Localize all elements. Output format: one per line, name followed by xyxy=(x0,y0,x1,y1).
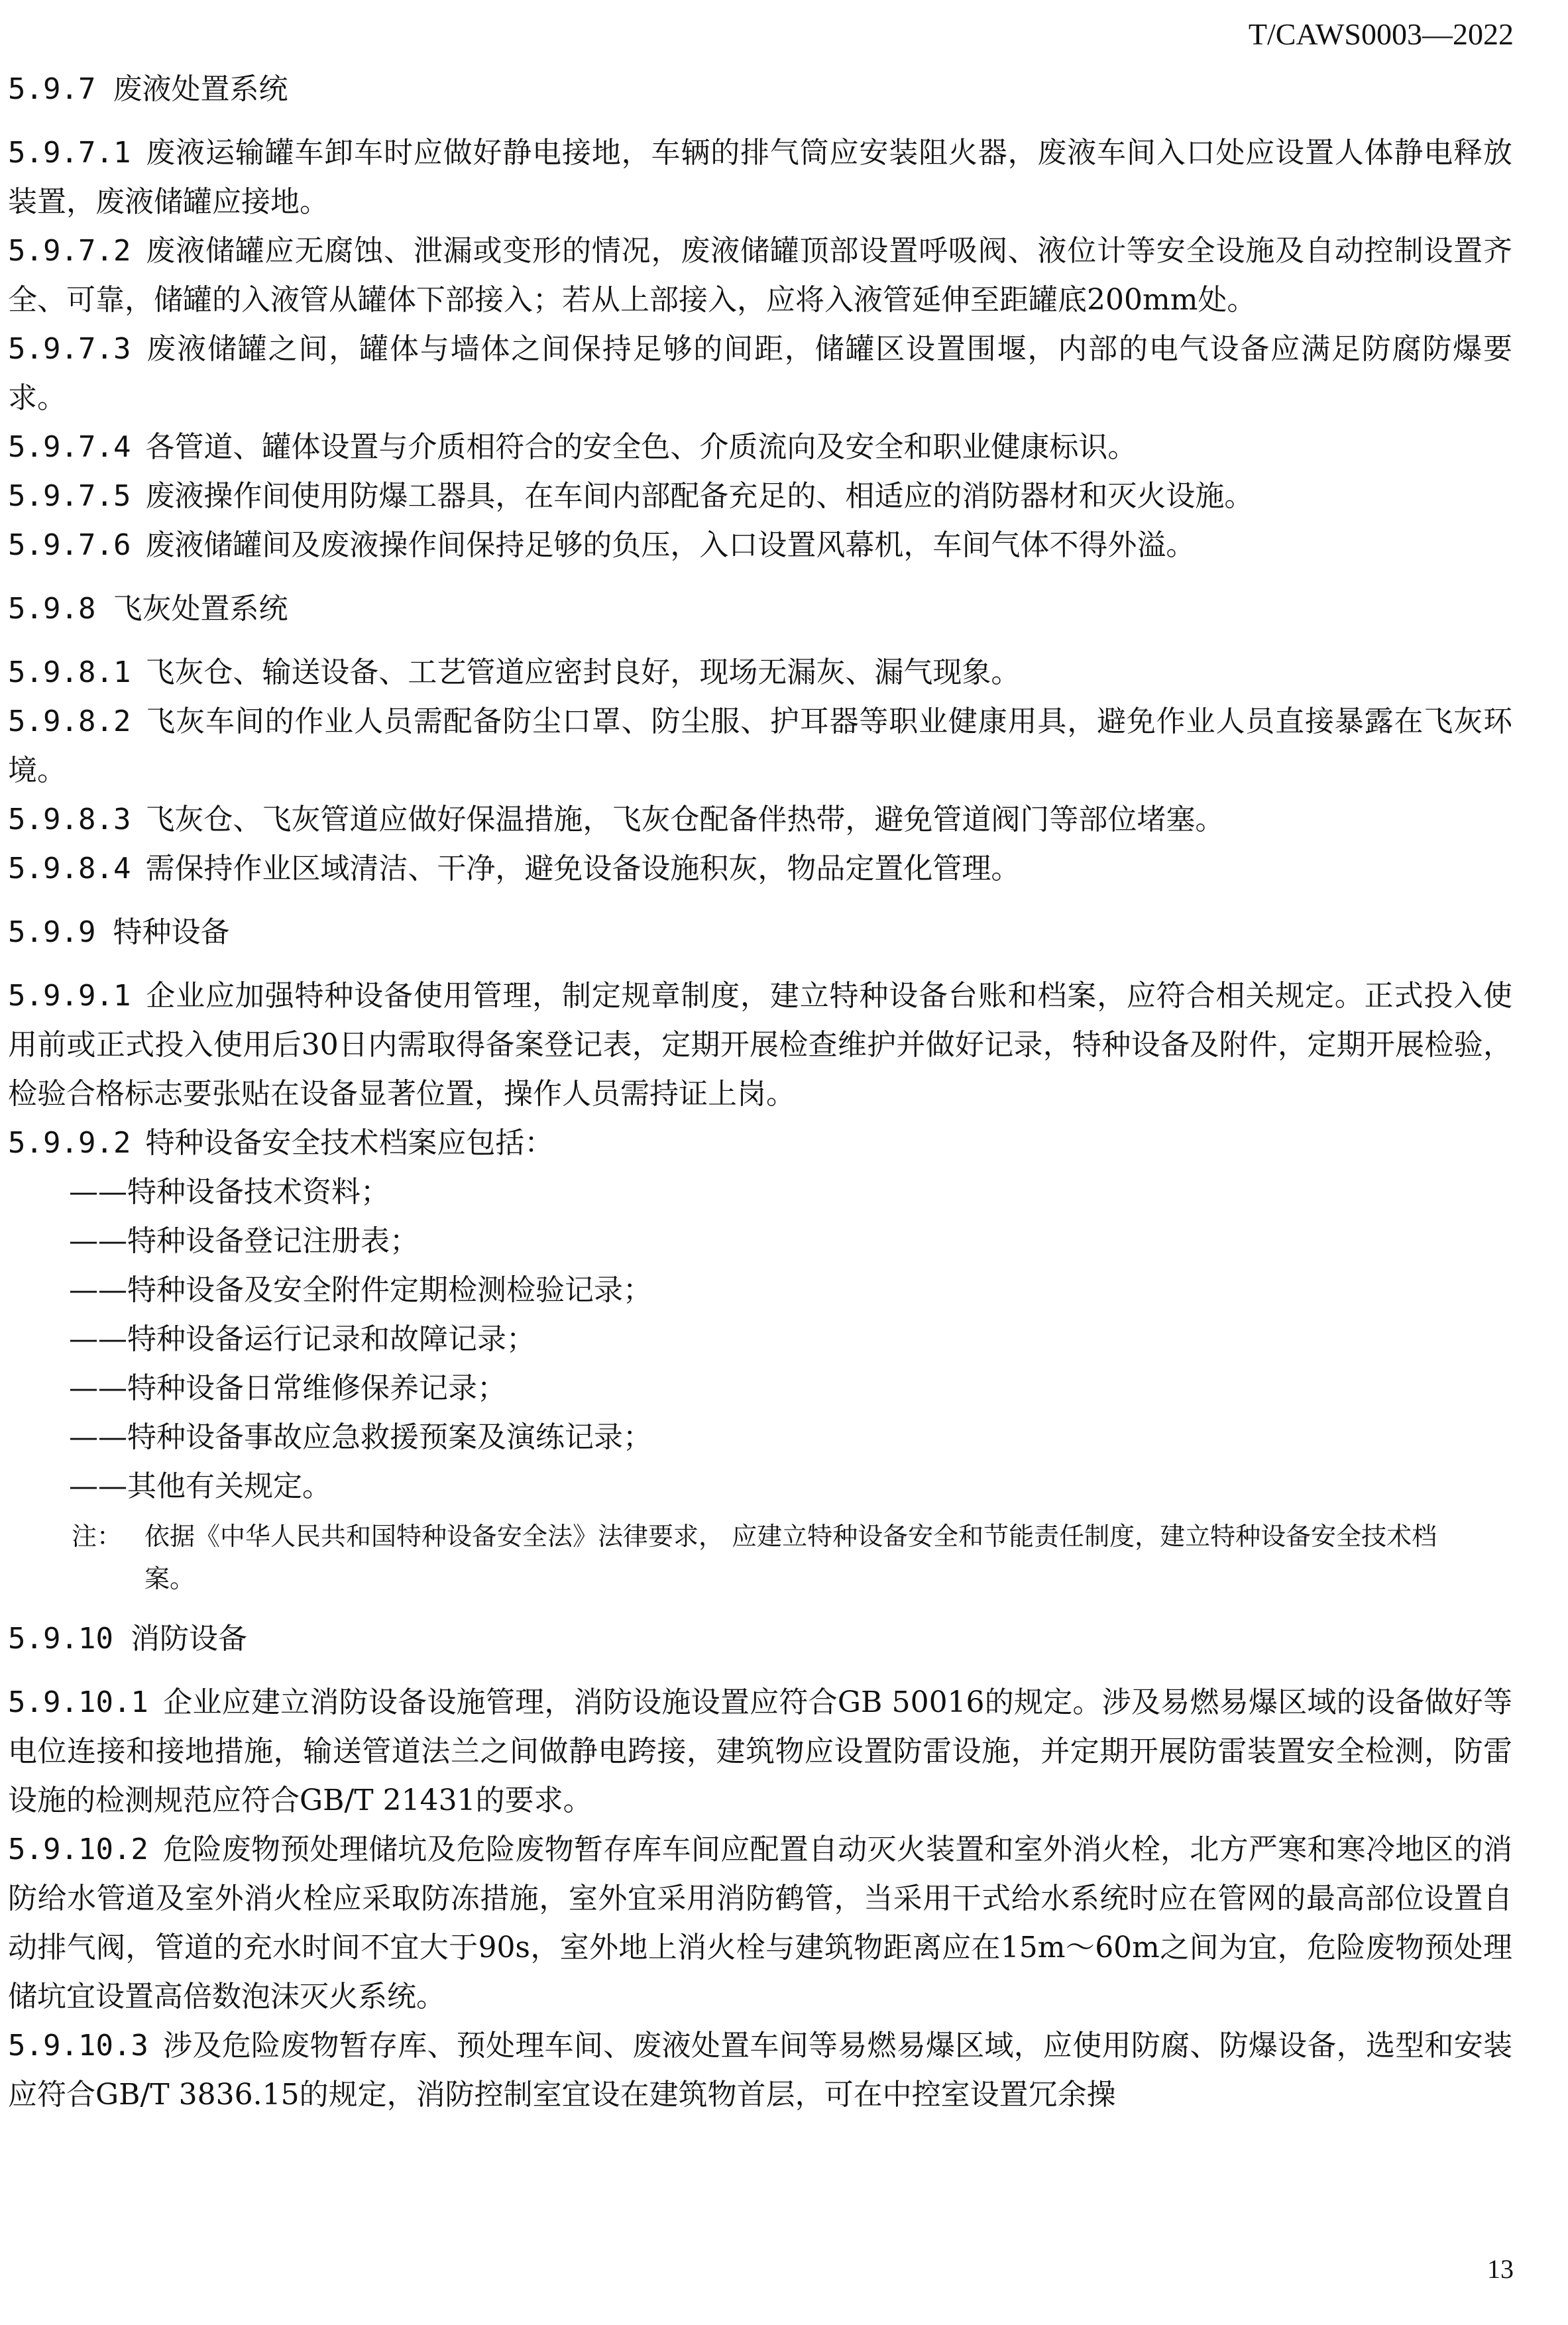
clause-5-9-10-2 xyxy=(8,1825,1512,2021)
clause-text: 废液储罐应无腐蚀、泄漏或变形的情况，废液储罐顶部设置呼吸阀、液位计等安全设施及自动控制设置齐全、可靠，储罐的入液管从罐体下部接入；若从上部接入，应将入液管延伸至距罐底200mm处。 xyxy=(8,234,1512,317)
clause-text: 各管道、罐体设置与介质相符合的安全色、介质流向及安全和职业健康标识。 xyxy=(145,430,1137,464)
section-title: 消防设备 xyxy=(130,1622,247,1656)
clause-text: 废液操作间使用防爆工器具，在车间内部配备充足的、相适应的消防器材和灭火设施。 xyxy=(145,479,1254,513)
clause-5-9-7-4 xyxy=(8,423,1512,472)
document-body xyxy=(8,65,1512,2120)
section-title: 特种设备 xyxy=(113,915,230,949)
section-number: 5.9.10 xyxy=(8,1622,113,1656)
page-number: 13 xyxy=(1487,2254,1514,2284)
list-item: ——特种设备运行记录和故障记录； xyxy=(69,1322,535,1356)
section-number: 5.9.8 xyxy=(8,592,96,626)
list-item: ——特种设备技术资料； xyxy=(69,1175,390,1209)
clause-number: 5.9.7.3 xyxy=(8,332,131,366)
clause-text: 飞灰车间的作业人员需配备防尘口罩、防尘服、护耳器等职业健康用具，避免作业人员直接暴露在飞灰环境。 xyxy=(8,705,1512,787)
clause-5-9-9-2 xyxy=(8,1119,1512,1168)
clause-text: 企业应加强特种设备使用管理，制定规章制度，建立特种设备台账和档案，应符合相关规定。正式投入使用前或正式投入使用后30日内需取得备案登记表，定期开展检查维护并做好记录，特种设备及附件，定期开展检验，检验合格标志要张贴在设备显著位置，操作人员需持证上岗。 xyxy=(8,979,1512,1111)
clause-number: 5.9.8.2 xyxy=(8,705,131,738)
list-item: ——特种设备日常维修保养记录； xyxy=(69,1371,506,1405)
clause-number: 5.9.10.1 xyxy=(8,1685,148,1719)
clause-5-9-7-6 xyxy=(8,521,1512,570)
section-gap xyxy=(8,570,1512,585)
clause-5-9-8-3 xyxy=(8,795,1512,844)
section-title: 飞灰处置系统 xyxy=(113,592,288,626)
clause-number: 5.9.7.2 xyxy=(8,234,131,268)
clause-text: 涉及危险废物暂存库、预处理车间、废液处置车间等易燃易爆区域，应使用防腐、防爆设备，选型和安装应符合GB/T 3836.15的规定，消防控制室宜设在建筑物首层，可在中控室设置冗余操 xyxy=(8,2029,1512,2112)
section-heading-5-9-7 xyxy=(8,65,1512,114)
clause-number: 5.9.9.2 xyxy=(8,1126,131,1160)
section-heading-5-9-8 xyxy=(8,585,1512,634)
section-heading-5-9-10 xyxy=(8,1615,1512,1664)
clause-text: 废液储罐之间，罐体与墙体之间保持足够的间距，储罐区设置围堰，内部的电气设备应满足防腐防爆要求。 xyxy=(8,332,1512,415)
clause-5-9-7-5 xyxy=(8,472,1512,521)
section-number: 5.9.9 xyxy=(8,915,96,949)
clause-text: 废液运输罐车卸车时应做好静电接地，车辆的排气筒应安装阻火器，废液车间入口处应设置人体静电释放装置，废液储罐应接地。 xyxy=(8,136,1512,219)
list-item: ——特种设备及安全附件定期检测检验记录； xyxy=(69,1273,652,1307)
section-gap xyxy=(8,1600,1512,1615)
clause-text: 废液储罐间及废液操作间保持足够的负压，入口设置风幕机，车间气体不得外溢。 xyxy=(145,528,1196,562)
section-title: 废液处置系统 xyxy=(113,72,288,106)
section-number: 5.9.7 xyxy=(8,72,96,106)
clause-number: 5.9.8.3 xyxy=(8,803,131,836)
clause-text: 飞灰仓、飞灰管道应做好保温措施，飞灰仓配备伴热带，避免管道阀门等部位堵塞。 xyxy=(145,803,1225,836)
clause-number: 5.9.7.4 xyxy=(8,430,131,464)
clause-5-9-9-1 xyxy=(8,972,1512,1119)
clause-text: 危险废物预处理储坑及危险废物暂存库车间应配置自动灭火装置和室外消火栓，北方严寒和寒冷地区的消防给水管道及室外消火栓应采取防冻措施，室外宜采用消防鹤管，当采用干式给水系统时应在管网的最高部位设置自动排气阀，管道的充水时间不宜大于90s，室外地上消火栓与建筑物距离应在15m～60m之间为宜，危险废物预处理储坑宜设置高倍数泡沫灭火系统。 xyxy=(8,1833,1512,2013)
clause-5-9-8-4 xyxy=(8,844,1512,893)
clause-5-9-8-2 xyxy=(8,697,1512,795)
clause-5-9-7-2 xyxy=(8,227,1512,325)
note-text: 依据《中华人民共和国特种设备安全法》法律要求， 应建立特种设备安全和节能责任制度，建立特种设备安全技术档案。 xyxy=(144,1522,1437,1593)
note-block xyxy=(8,1515,1512,1600)
clause-number: 5.9.10.2 xyxy=(8,1833,148,1866)
clause-5-9-7-1 xyxy=(8,129,1512,227)
clause-5-9-10-3 xyxy=(8,2021,1512,2120)
clause-5-9-8-1 xyxy=(8,648,1512,697)
clause-number: 5.9.7.1 xyxy=(8,136,131,170)
clause-number: 5.9.10.3 xyxy=(8,2029,148,2063)
clause-text: 需保持作业区域清洁、干净，避免设备设施积灰，物品定置化管理。 xyxy=(145,852,1021,885)
clause-text: 特种设备安全技术档案应包括： xyxy=(145,1126,554,1160)
clause-number: 5.9.9.1 xyxy=(8,979,131,1013)
clause-number: 5.9.7.6 xyxy=(8,528,131,562)
clause-5-9-7-3 xyxy=(8,325,1512,423)
note-label: 注： xyxy=(72,1522,123,1551)
section-heading-5-9-9 xyxy=(8,908,1512,957)
clause-number: 5.9.7.5 xyxy=(8,479,131,513)
section-gap xyxy=(8,893,1512,908)
list-item: ——其他有关规定。 xyxy=(69,1469,331,1503)
clause-text: 飞灰仓、输送设备、工艺管道应密封良好，现场无漏灰、漏气现象。 xyxy=(145,655,1021,689)
list-item: ——特种设备登记注册表； xyxy=(69,1224,419,1258)
document-id-header: T/CAWS0003—2022 xyxy=(1248,17,1514,51)
clause-number: 5.9.8.1 xyxy=(8,655,131,689)
clause-5-9-10-1 xyxy=(8,1678,1512,1825)
list-item: ——特种设备事故应急救援预案及演练记录； xyxy=(69,1420,652,1454)
clause-number: 5.9.8.4 xyxy=(8,852,131,885)
clause-text: 企业应建立消防设备设施管理，消防设施设置应符合GB 50016的规定。涉及易燃易爆区域的设备做好等电位连接和接地措施，输送管道法兰之间做静电跨接，建筑物应设置防雷设施，并定期开展防雷装置安全检测，防雷设施的检测规范应符合GB/T 21431的要求。 xyxy=(8,1685,1512,1817)
